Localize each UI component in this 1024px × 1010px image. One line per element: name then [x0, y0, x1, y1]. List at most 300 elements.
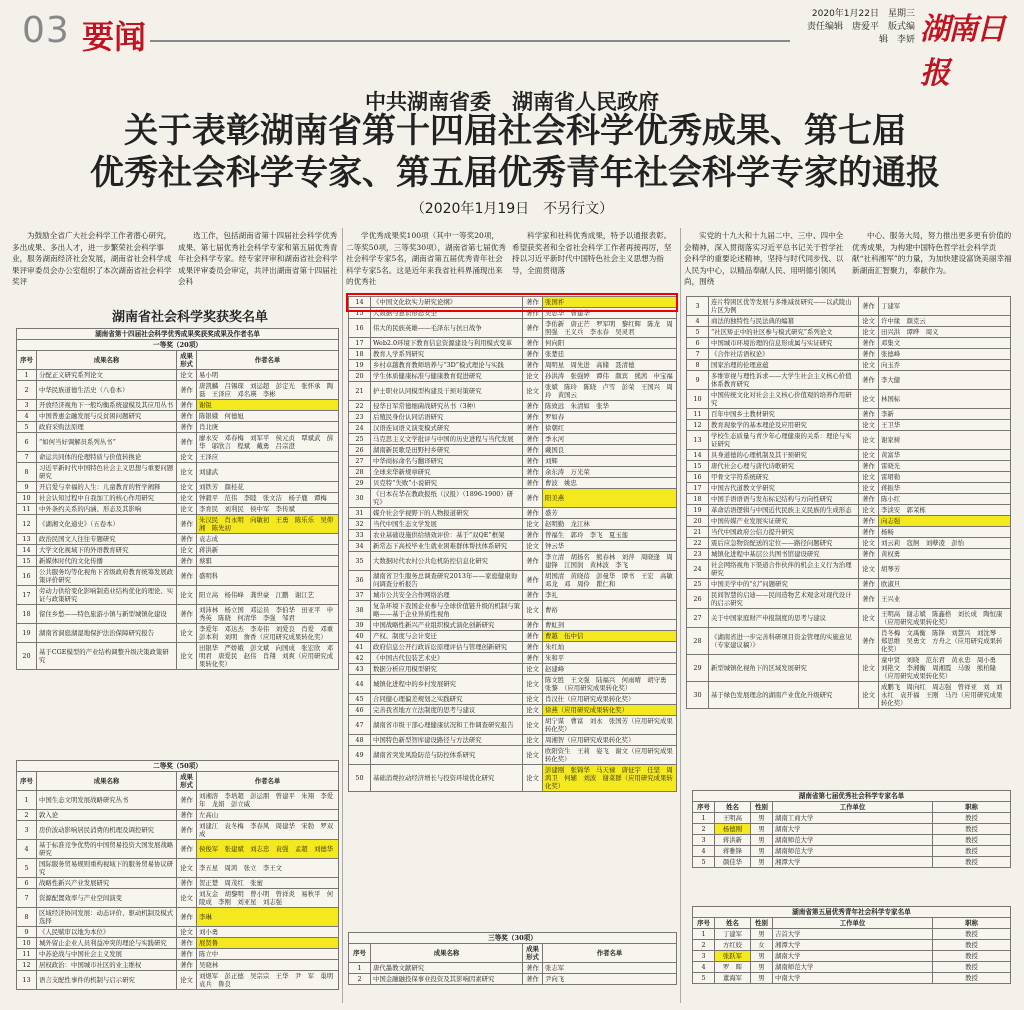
table-cell: 12	[17, 515, 37, 534]
table-cell: 朱汉民 肖永明 向敏初 王勇 陈乐乐 吴仰湘 陈先初	[197, 515, 339, 534]
table-cell: 房价波动影响居民消费的机理及调控研究	[37, 821, 177, 840]
table-cell: 中国手语语语与发布标记结构与方向性研究	[709, 494, 859, 505]
table-cell: 震后应急物资配送的定位——路径问题研究	[709, 538, 859, 549]
table-cell: 46	[349, 705, 371, 716]
table-cell: 论文	[177, 463, 197, 482]
table-cell: 著作	[523, 571, 543, 590]
table-cell: 《人民赋审以地为本位》	[37, 927, 177, 938]
table-cell: 14	[687, 450, 709, 461]
table-row	[17, 605, 339, 624]
table-cell: 侵华日军常德细菌战研究丛书（3种）	[371, 401, 523, 412]
table-cell: 唐代墨教文献研究	[371, 963, 523, 974]
table-cell: 著作	[177, 908, 197, 927]
col-header: 作者名单	[197, 772, 339, 791]
table-cell: 2	[693, 824, 715, 835]
table-cell: 16	[17, 567, 37, 586]
table-cell: 19	[687, 505, 709, 516]
table-cell: 战略性新兴产业发展研究	[37, 878, 177, 889]
table-cell: 革命话语逻辑与中国近代民族主义民族的生成形态	[709, 505, 859, 516]
table-cell: 吉首大学	[773, 929, 933, 940]
table-cell: 论文	[177, 624, 197, 643]
table-cell: 著作	[523, 434, 543, 445]
table-cell: 中华商标命名与翻译研究	[371, 456, 523, 467]
table-cell: 张德峰	[879, 349, 1011, 360]
table-cell: 数据分析应用模型研究	[371, 664, 523, 675]
table-row	[349, 519, 677, 530]
table-cell: 中国特色新型智库建设路径与方法研究	[371, 735, 523, 746]
col-header: 职称	[933, 918, 1011, 929]
table-cell: 著作	[523, 653, 543, 664]
table-cell: 中外条约关系的内涵、形态及其影响	[37, 504, 177, 515]
table-row	[17, 463, 339, 482]
table-cell: 论文	[177, 482, 197, 493]
table-cell: 产权、制度与会计变迁	[371, 631, 523, 642]
table-cell: 论文	[859, 505, 879, 516]
table-row	[17, 821, 339, 840]
table-cell: 男	[751, 824, 773, 835]
table-cell: 李爱年 邓达杰 李寿伟 刘爱良 肖爱 邓重 彭本利 刘明 詹香（应用研究成果转化奖）	[197, 624, 339, 643]
table-cell: 蒋振华	[879, 483, 1011, 494]
table-row	[17, 927, 339, 938]
table-cell: 著作	[177, 821, 197, 840]
table-cell: 6	[17, 878, 37, 889]
table-cell: 40	[349, 631, 371, 642]
table-cell: 著作	[523, 974, 543, 985]
table-cell: 著作	[523, 642, 543, 653]
table-row	[349, 401, 677, 412]
issuer: 中共湖南省委 湖南省人民政府	[365, 90, 659, 114]
table-cell: 49	[349, 746, 371, 765]
table-cell: 《中国古代包装艺术史》	[371, 653, 523, 664]
table-cell: 政府信息公开行政诉讼原理评估与管理创新研究	[371, 642, 523, 653]
table-cell: 37	[349, 590, 371, 601]
table-cell: 田兴洪 谭晔 周义	[879, 327, 1011, 338]
table-cell: 著作	[859, 494, 879, 505]
table-cell: 3	[693, 835, 715, 846]
table-cell: 展贤鲁	[197, 938, 339, 949]
table-cell: 刘湘溶 李培超 彭运朋 曾建平 朱翔 李爱年 龙娟 彭立威	[197, 791, 339, 810]
table-row	[17, 810, 339, 821]
table-cell: 方红姣	[715, 940, 751, 951]
intro-col-2: 选工作，包括湖南省第十四届社会科学优秀成果、第七届优秀社会科学专家和第五届优秀青年社会科学专家。经专家评审和湖南省社会科学成果评审委员会审定，共评出湖南省第十四届社会科	[178, 231, 338, 286]
table-cell: 刘友金 胡黎明 曾小明 曾祥炎 易秋平 何陵成 李刚 刘亚星 刘志强	[197, 889, 339, 908]
table-cell: 22	[349, 401, 371, 412]
table-cell: 语言支配性事件的机制与启示研究	[37, 971, 177, 990]
table-cell: 论文	[859, 560, 879, 579]
table-cell: 曹越 伍中信	[543, 631, 677, 642]
table-cell: 16	[687, 472, 709, 483]
table-row	[687, 682, 1011, 709]
table-cell: 25	[349, 434, 371, 445]
table-cell: 著作	[859, 409, 879, 420]
table-cell: 社会网络视角下渠道合作伙伴的机会主义行为治理研究	[709, 560, 859, 579]
table-cell: 肖北庚	[197, 422, 339, 433]
table-cell: 3	[693, 951, 715, 962]
table-cell: 百年中国乡土教材研究	[709, 409, 859, 420]
table-cell: 13	[17, 534, 37, 545]
table-cell: 王兴业	[879, 590, 1011, 609]
table-cell: 钟云华	[543, 541, 677, 552]
table-row	[349, 705, 677, 716]
table-row	[17, 878, 339, 889]
table-cell: 中国古代道教文学研究	[709, 483, 859, 494]
table-row	[17, 960, 339, 971]
table-cell: 李礼	[543, 590, 677, 601]
table-cell: 王卫华	[879, 420, 1011, 431]
table-cell: 论文	[523, 694, 543, 705]
table-cell: 成鹏飞 周向红 周志强 曾祥亚 刘 刘永红 袁开福 王刚 马丹（应用研究成果转化奖）	[879, 682, 1011, 709]
table-cell: 何向阳	[543, 338, 677, 349]
table-cell: 贝克特“失败”小说研究	[371, 478, 523, 489]
table-cell: 7	[17, 452, 37, 463]
table-cell: 李琳	[197, 908, 339, 927]
table-row	[687, 505, 1011, 516]
table-cell: 黄富华	[879, 450, 1011, 461]
table-cell: 李五星 周鸿 张立 李王文	[197, 859, 339, 878]
table-cell: 著作	[523, 478, 543, 489]
table-cell: 著作	[177, 567, 197, 586]
table-cell: 伟大的民族英雄——毛泽东与抗日战争	[371, 319, 523, 338]
table-cell: 教授	[933, 951, 1011, 962]
table-cell: 盛明科	[197, 567, 339, 586]
table-cell: 城外留止企业人员利益冲突的理论与实践研究	[37, 938, 177, 949]
table-cell: 学生体质健康标准与健康教育促进研究	[371, 371, 523, 382]
col-header: 成果名称	[37, 351, 177, 370]
header-rule	[150, 40, 790, 42]
table-cell: 论文	[177, 643, 197, 670]
table-cell: 21	[349, 382, 371, 401]
table-row	[687, 494, 1011, 505]
table-cell: 论文	[859, 538, 879, 549]
table-cell: 著作	[859, 461, 879, 472]
table-cell: 湖南省突发风险防范与防控体系研究	[371, 746, 523, 765]
table-cell: 论文	[523, 664, 543, 675]
table-cell: 10	[17, 938, 37, 949]
table-row	[349, 456, 677, 467]
table-cell: 16	[349, 319, 371, 338]
table-row	[17, 586, 339, 605]
table-cell: 论文	[177, 504, 197, 515]
table-cell: 朱红灿	[543, 642, 677, 653]
masthead	[0, 0, 1024, 91]
table-row	[687, 483, 1011, 494]
table-cell: 教授	[933, 962, 1011, 973]
table-row	[17, 791, 339, 810]
table-cell: 李佑新 唐正芒 罗军明 黎红辉 陈龙 周照强 王义兵 李永春 吴灵君	[543, 319, 677, 338]
table-cell: 吴晓林	[197, 960, 339, 971]
table-cell: 9	[17, 927, 37, 938]
table-cell: 廖永安 邓春梅 刘军平 侯元贞 覃斌武 薛华 邬欣言 程斌 戴勇 吕宗澄	[197, 433, 339, 452]
table-cell: 钟毅平 范伟 李睦 张文洁 杨子鹿 谭梅	[197, 493, 339, 504]
table-cell: 著作	[523, 590, 543, 601]
table-cell: 论文	[177, 545, 197, 556]
table-cell: 著作	[177, 515, 197, 534]
table-cell: 11	[687, 409, 709, 420]
table-cell: 著作	[177, 605, 197, 624]
table-row	[687, 450, 1011, 461]
table-cell: 教授	[933, 929, 1011, 940]
table-cell: 袁志成	[197, 534, 339, 545]
table-cell: 8	[17, 908, 37, 927]
table-cell: 谢家树	[879, 431, 1011, 450]
col-header: 序号	[17, 351, 37, 370]
table-row	[693, 962, 1011, 973]
table-cell: 论文	[859, 390, 879, 409]
table-cell: 开启爱与幸福的人生：儿童教育的哲学阐释	[37, 482, 177, 493]
table-cell: 当代中国生态文学发展	[371, 519, 523, 530]
table-cell: 完善我省地方立法制度的思考与建议	[371, 705, 523, 716]
table-cell: 张志军	[543, 963, 677, 974]
table-cell: 11	[17, 949, 37, 960]
table-cell: 蒋洪新	[197, 545, 339, 556]
table-cell: 教授	[933, 857, 1011, 868]
table-cell: 1	[17, 370, 37, 381]
table-cell: 当代中国政府公信力提升研究	[709, 527, 859, 538]
intro-col-5: 实党的十九大和十九届二中、三中、四中全会精神，深入贯彻落实习近平总书记关于哲学社会科学的重要论述精神，坚持与时代同步伐、以人民为中心，以精品奉献人民、用明德引领风尚，围绕	[684, 231, 844, 286]
table-cell: 湖南师范大学	[773, 846, 933, 857]
table-cell: 教授	[933, 940, 1011, 951]
table-cell: 论文	[523, 705, 543, 716]
table-cell: 习近平新时代中国特色社会主义思想与重要问题研究	[37, 463, 177, 482]
table-cell: 论文	[523, 519, 543, 530]
table-cell: 18	[17, 605, 37, 624]
table-cell: 教育现象学的基本理论及应用研究	[709, 420, 859, 431]
table-experts	[692, 790, 1011, 868]
table-row	[349, 675, 677, 694]
table-cell: 著作	[523, 530, 543, 541]
table-cell: 中国传统文化对社会主义核心价值观的培养作用研究	[709, 390, 859, 409]
table-cell: 论文	[523, 541, 543, 552]
table-cell: 杨畅	[879, 527, 1011, 538]
table-cell: 国家治理的伦理意蕴	[709, 360, 859, 371]
table-cell: 论文	[859, 483, 879, 494]
col-header: 性别	[751, 802, 773, 813]
table-cell: 左高山	[197, 810, 339, 821]
table-cell: 著作	[523, 401, 543, 412]
title-line-1: 关于表彰湖南省第十四届社会科学优秀成果、第七届	[124, 111, 906, 151]
table-row	[693, 940, 1011, 951]
table-row	[687, 527, 1011, 538]
table-cell: 基于CGE模型的产业结构调整升级决策政策研究	[37, 643, 177, 670]
table-cell: 43	[349, 664, 371, 675]
table-cell: 大数据时代农村公共危机防控信息化研究	[371, 552, 523, 571]
table-cell: 季水河	[543, 434, 677, 445]
table-row	[693, 951, 1011, 962]
table-cell: 阳美燕	[543, 489, 677, 508]
table-cell: 19	[349, 360, 371, 371]
table-row	[17, 949, 339, 960]
table-cell: 刘辉	[543, 456, 677, 467]
table-cell: 34	[349, 541, 371, 552]
table-row	[349, 746, 677, 765]
table-cell: 30	[349, 489, 371, 508]
table-cell: 著作	[859, 628, 879, 655]
table-cell: 著作	[177, 810, 197, 821]
table-cell: 33	[349, 530, 371, 541]
table-cell: 城市公共安全合作网络治理	[371, 590, 523, 601]
table-cell: 曹波 姚忠	[543, 478, 677, 489]
table-cell: 刘铁芳 颜桂花	[197, 482, 339, 493]
table-row	[349, 631, 677, 642]
table-cell: 论文	[859, 431, 879, 450]
table-row	[687, 560, 1011, 579]
table-cell: 新型城镇化视角下的区域发展研究	[709, 655, 859, 682]
table-row	[349, 735, 677, 746]
table-cell: 论文	[177, 370, 197, 381]
table-row	[693, 824, 1011, 835]
table-row	[349, 489, 677, 508]
table-cell: 曾福生 郭玲 李飞 夏玉莲	[543, 530, 677, 541]
table-cell: 5	[693, 857, 715, 868]
table-cell: 罗 晖	[715, 962, 751, 973]
table-cell: 著作	[859, 338, 879, 349]
table-cell: 湖南省洞庭湖湿地保护法治保障研究报告	[37, 624, 177, 643]
table-cell: 论文	[859, 327, 879, 338]
table-row	[349, 642, 677, 653]
col-header: 职称	[933, 802, 1011, 813]
table-cell: 著作	[523, 319, 543, 338]
table-row	[17, 859, 339, 878]
table-row	[17, 534, 339, 545]
table-cell: 政治民国文人往往专题研究	[37, 534, 177, 545]
table-cell: 阳立高 杨伟峰 龚世豪 江鹏 谢江艺	[197, 586, 339, 605]
table-cell: 2	[17, 810, 37, 821]
table-cell: 教授	[933, 813, 1011, 824]
table-cell: 著作	[523, 338, 543, 349]
table-cell: 湖南省卫生服务总调查研究2013年——家庭健康询问调查分析报告	[371, 571, 523, 590]
table-cell: 劳动力供给变化影响制造业结构优化的理论、实证与政策研究	[37, 586, 177, 605]
table-row	[687, 297, 1011, 316]
editors: 责任编辑 唐爱平 版式编辑 李妍	[806, 22, 915, 45]
table-cell: 著作	[523, 349, 543, 360]
table-cell: 周湘智（应用研究成果转化奖）	[543, 735, 677, 746]
table-third-prize-continued	[686, 296, 1011, 709]
table-cell: 基于标准竞争优势的中国贸易投资大国发展战略研究	[37, 840, 177, 859]
table-cell: 湘潭大学	[773, 857, 933, 868]
table-cell: 29	[687, 655, 709, 682]
table-cell: 著作	[177, 411, 197, 422]
prize-level: 三等奖（30项）	[349, 933, 677, 944]
table-cell: 开放经济视角下一般均衡系统建模及其应用丛书	[37, 400, 177, 411]
table-cell: 18	[687, 494, 709, 505]
table-cell: 21	[687, 527, 709, 538]
table-cell: 中国生态文明发展战略研究丛书	[37, 791, 177, 810]
table-row	[687, 628, 1011, 655]
table-cell: 基础消费拉动经济增长与投资环境优化研究	[371, 765, 523, 792]
table-cell: 欧淑旦	[879, 579, 1011, 590]
table-cell: 17	[17, 586, 37, 605]
table-cell: 肖汉仕（应用研究成果转化奖）	[543, 694, 677, 705]
table-cell: 教授	[933, 835, 1011, 846]
table-cell: 徐燕（应用研究成果转化奖）	[543, 705, 677, 716]
table-cell: 政府采购法原理	[37, 422, 177, 433]
table-cell: 张国祚	[543, 297, 677, 308]
table-cell: 刘小勇	[197, 927, 339, 938]
table-cell: 9	[687, 371, 709, 390]
table-cell: 著作	[177, 400, 197, 411]
table-caption: 湖南省第十四届社会科学优秀成果奖获奖成果及作者名单	[17, 329, 339, 340]
table-cell: 《湖南省进一步完善科研项目资金管理的实施意见（专家建议稿）》	[709, 628, 859, 655]
headline-title	[40, 110, 990, 194]
table-row	[349, 601, 677, 620]
table-row	[687, 472, 1011, 483]
col-header: 成果名称	[371, 944, 523, 963]
table-cell: 全球来华新规章研究	[371, 467, 523, 478]
table-cell: 36	[349, 571, 371, 590]
table-cell: 27	[687, 609, 709, 628]
table-cell: 7	[687, 349, 709, 360]
table-cell: 大学文化视域下的外语教育研究	[37, 545, 177, 556]
table-cell: 4	[687, 316, 709, 327]
table-row	[687, 371, 1011, 390]
table-cell: 孙洪涛 张强婷 谭伟 颜宾 熊茜 申宝福	[543, 371, 677, 382]
table-cell: 著作	[859, 371, 879, 390]
table-row	[693, 813, 1011, 824]
table-cell: 童中贤 刘晓 范东君 黄永忠 周小勇 刘艳文 李湘衡 周湘霞 马骏 熊柏隆（应用研究成果转化奖）	[879, 655, 1011, 682]
table-cell: 朱和平	[543, 653, 677, 664]
table-cell: 9	[17, 482, 37, 493]
table-cell: 新媒体时代的文化传播	[37, 556, 177, 567]
table-row	[349, 338, 677, 349]
table-young-experts	[692, 906, 1011, 984]
table-cell: 《日本在华在教政报纸（汉报）（1896-1900）研究》	[371, 489, 523, 508]
table-row	[17, 938, 339, 949]
table-cell: 曹虹剑	[543, 620, 677, 631]
table-cell: 唐凯麟 吕锡琛 刘运超 彭定光 张怀承 陶磊 王泽应 邓名瑛 李彬	[197, 381, 339, 400]
col-header: 序号	[349, 944, 371, 963]
table-cell: 中华民族道德生活史（八卷本）	[37, 381, 177, 400]
table-cell: 湖南省市级干部心理健康状况和工作调查研究报告	[371, 716, 523, 735]
table-cell: 唐代社会心理与唐代诗歌研究	[709, 461, 859, 472]
table-cell: 17	[349, 338, 371, 349]
table-cell: 著作	[523, 308, 543, 319]
table-cell: 论文	[177, 889, 197, 908]
table-cell: 蒋洪新	[715, 835, 751, 846]
list-heading: 湖南省社会科学奖获奖名单	[70, 306, 310, 329]
table-cell: 著作	[177, 949, 197, 960]
table-cell: 周明星 周先进 高储 聂清德	[543, 360, 677, 371]
highlight-box	[346, 293, 678, 312]
table-cell: 论文	[177, 452, 197, 463]
table-cell: 农业基础设施供给绩效评价：基于“双QE”框架	[371, 530, 523, 541]
table-cell: 论文	[859, 316, 879, 327]
table-row	[687, 549, 1011, 560]
table-cell: 20	[17, 643, 37, 670]
table-cell: 汉语连词语义演变模式研究	[371, 423, 523, 434]
table-cell: 20	[687, 516, 709, 527]
table-cell: 著作	[177, 840, 197, 859]
table-cell: 24	[349, 423, 371, 434]
table-cell: 著作	[523, 360, 543, 371]
table-row	[687, 579, 1011, 590]
table-cell: 中国传媒产业发展实证研究	[709, 516, 859, 527]
intro-col-6: 中心、服务大局，努力推出更多更有价值的优秀成果，为构建中国特色哲学社会科学贡献“社科湘军”的力量，为加快建设富饶美丽幸福新湖南汇智聚力，奉献作为。	[852, 231, 1012, 275]
table-cell: 中国金融融投保事业投资及其影响因素研究	[371, 974, 523, 985]
table-caption: 湖南省第五届优秀青年社会科学专家名单	[693, 907, 1011, 918]
table-cell: 关于中国家庭财产申报制度的思考与建议	[709, 609, 859, 628]
table-cell: 24	[687, 560, 709, 579]
table-row	[17, 482, 339, 493]
table-cell: 男	[751, 813, 773, 824]
table-cell: 著作	[523, 552, 543, 571]
table-row	[349, 765, 677, 792]
table-cell: 著作	[177, 381, 197, 400]
table-cell: 41	[349, 642, 371, 653]
table-row	[687, 420, 1011, 431]
table-cell: 田银华 严娇娥 彭文斌 向国成 张宏欣 邓明君 唐爱民 赵伟 肖翔 刘爽（应用研究成果转化奖）	[197, 643, 339, 670]
table-row	[349, 382, 677, 401]
table-cell: 18	[349, 349, 371, 360]
